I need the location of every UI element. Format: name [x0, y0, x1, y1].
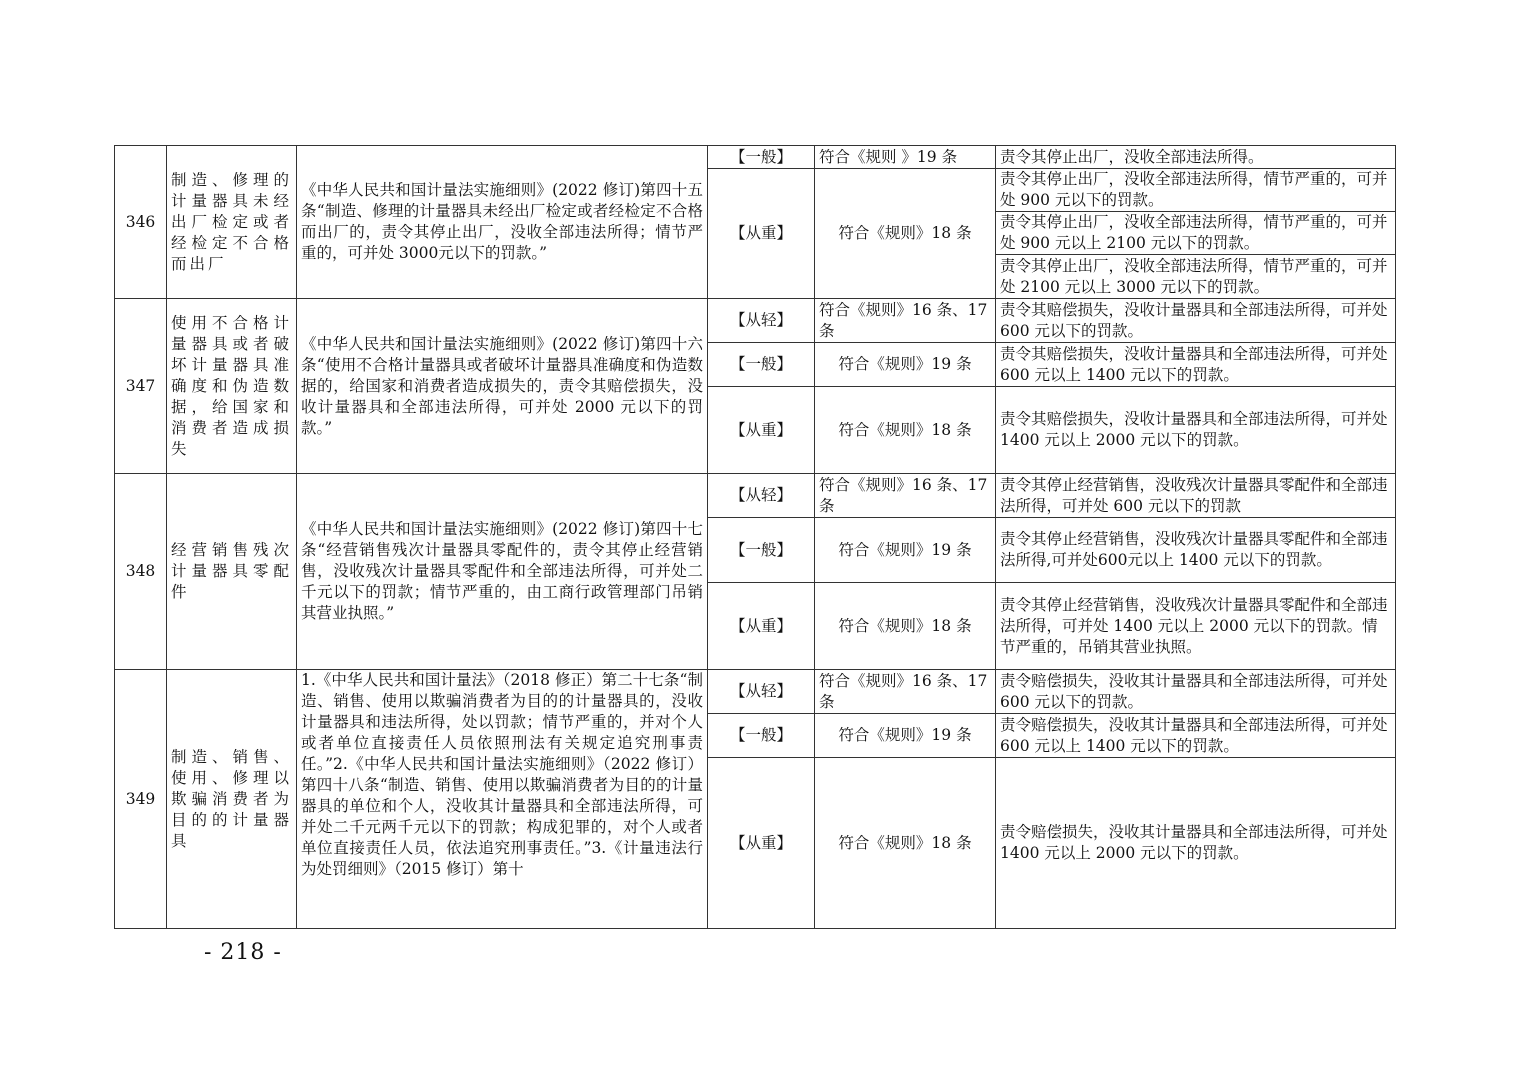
level-label: 【从轻】	[708, 670, 815, 714]
condition: 符合《规则》18 条	[815, 387, 996, 474]
penalty: 责令其停止出厂，没收全部违法所得，情节严重的，可并处 2100 元以上 3000 元以下的罚款。	[996, 255, 1396, 299]
penalty: 责令其停止出厂，没收全部违法所得，情节严重的，可并处 900 元以上 2100 元以下的罚款。	[996, 212, 1396, 255]
penalty: 责令其赔偿损失，没收计量器具和全部违法所得，可并处 600 元以上 1400 元以下的罚款。	[996, 343, 1396, 387]
level-label: 【从重】	[708, 387, 815, 474]
penalty-table	[114, 145, 1396, 929]
violation-item: 制造、销售、使用、修理以欺骗消费者为目的的计量器具	[167, 670, 297, 929]
level-label: 【一般】	[708, 343, 815, 387]
condition: 符合《规则》18 条	[815, 169, 996, 299]
row-number: 348	[115, 474, 167, 670]
condition: 符合《规则》19 条	[815, 343, 996, 387]
penalty: 责令其赔偿损失，没收计量器具和全部违法所得，可并处 1400 元以上 2000 元以下的罚款。	[996, 387, 1396, 474]
condition: 符合《规则》19 条	[815, 714, 996, 758]
table-row	[115, 474, 1396, 518]
row-number: 347	[115, 299, 167, 474]
penalty: 责令赔偿损失，没收其计量器具和全部违法所得，可并处 600 元以下的罚款。	[996, 670, 1396, 714]
penalty: 责令其停止出厂，没收全部违法所得。	[996, 146, 1396, 169]
violation-item: 经营销售残次计量器具零配件	[167, 474, 297, 670]
penalty: 责令赔偿损失，没收其计量器具和全部违法所得，可并处 1400 元以上 2000 元以下的罚款。	[996, 758, 1396, 929]
level-label: 【从重】	[708, 758, 815, 929]
penalty: 责令其停止经营销售，没收残次计量器具零配件和全部违法所得,可并处600元以上 1400 元以下的罚款。	[996, 518, 1396, 583]
legal-basis: 《中华人民共和国计量法实施细则》(2022 修订)第四十七条“经营销售残次计量器具零配件的，责令其停止经营销售，没收残次计量器具零配件和全部违法所得，可并处二千元以下的罚款；情节严重的，由工商行政管理部门吊销其营业执照。”	[297, 474, 708, 670]
level-label: 【从轻】	[708, 474, 815, 518]
level-label: 【一般】	[708, 714, 815, 758]
violation-item: 制造、修理的计量器具未经出厂检定或者经检定不合格而出厂	[167, 146, 297, 299]
table-row	[115, 299, 1396, 343]
legal-basis: 1.《中华人民共和国计量法》（2018 修正）第二十七条“制造、销售、使用以欺骗消费者为目的的计量器具的，没收计量器具和违法所得，处以罚款；情节严重的，并对个人或者单位直接责任人员依照刑法有关规定追究刑事责任。”2.《中华人民共和国计量法实施细则》（2022 修订）第四十八条“制造、销售、使用以欺骗消费者为目的的计量器具的单位和个人，没收其计量器具和全部违法所得，可并处二千元两千元以下的罚款；构成犯罪的，对个人或者单位直接责任人员，依法追究刑事责任。”3.《计量违法行为处罚细则》（2015 修订）第十	[297, 670, 708, 929]
condition: 符合《规则》16 条、17 条	[815, 670, 996, 714]
condition: 符合《规则》18 条	[815, 583, 996, 670]
condition: 符合《规则 》19 条	[815, 146, 996, 169]
legal-basis: 《中华人民共和国计量法实施细则》(2022 修订)第四十六条“使用不合格计量器具或者破坏计量器具准确度和伪造数据的，给国家和消费者造成损失的，责令其赔偿损失，没收计量器具和全部违法所得，可并处 2000 元以下的罚款。”	[297, 299, 708, 474]
table-row	[115, 670, 1396, 714]
condition: 符合《规则》18 条	[815, 758, 996, 929]
penalty: 责令其赔偿损失，没收计量器具和全部违法所得，可并处 600 元以下的罚款。	[996, 299, 1396, 343]
page-number: - 218 -	[204, 940, 282, 965]
penalty: 责令其停止经营销售，没收残次计量器具零配件和全部违法所得，可并处 600 元以下的罚款	[996, 474, 1396, 518]
row-number: 349	[115, 670, 167, 929]
level-label: 【从重】	[708, 583, 815, 670]
condition: 符合《规则》16 条、17 条	[815, 474, 996, 518]
level-label: 【一般】	[708, 518, 815, 583]
penalty: 责令赔偿损失，没收其计量器具和全部违法所得，可并处 600 元以上 1400 元以下的罚款。	[996, 714, 1396, 758]
level-label: 【一般】	[708, 146, 815, 169]
condition: 符合《规则》16 条、17 条	[815, 299, 996, 343]
legal-basis: 《中华人民共和国计量法实施细则》(2022 修订)第四十五条“制造、修理的计量器具未经出厂检定或者经检定不合格而出厂的，责令其停止出厂，没收全部违法所得；情节严重的，可并处 3000元以下的罚款。”	[297, 146, 708, 299]
row-number: 346	[115, 146, 167, 299]
penalty: 责令其停止出厂，没收全部违法所得，情节严重的，可并处 900 元以下的罚款。	[996, 169, 1396, 212]
level-label: 【从重】	[708, 169, 815, 299]
violation-item: 使用不合格计量器具或者破坏计量器具准确度和伪造数据，给国家和消费者造成损失	[167, 299, 297, 474]
penalty: 责令其停止经营销售，没收残次计量器具零配件和全部违法所得，可并处 1400 元以上 2000 元以下的罚款。情节严重的，吊销其营业执照。	[996, 583, 1396, 670]
condition: 符合《规则》19 条	[815, 518, 996, 583]
table-row	[115, 146, 1396, 169]
level-label: 【从轻】	[708, 299, 815, 343]
